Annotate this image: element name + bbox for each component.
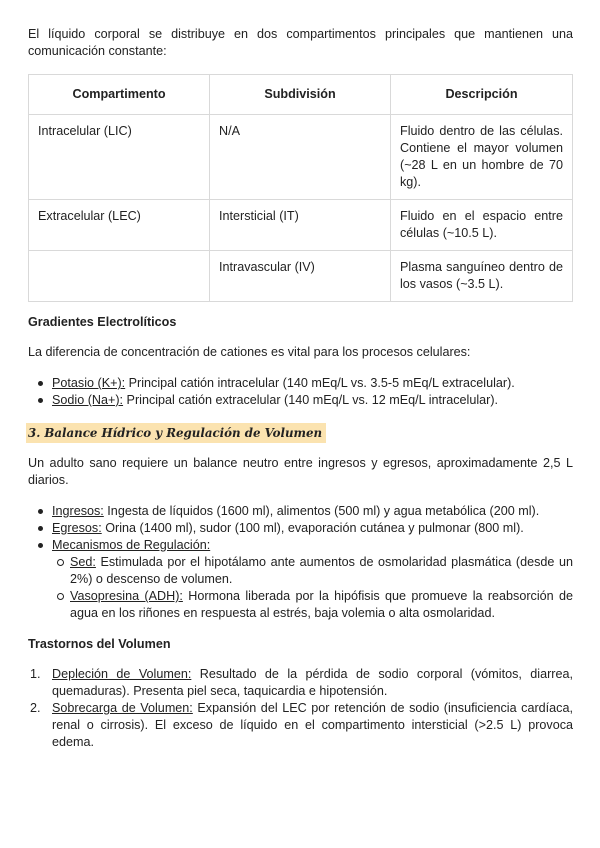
- list-item: [52, 503, 573, 520]
- item-text: Ingesta de líquidos (1600 ml), alimentos (500 ml) y agua metabólica (200 ml).: [103, 504, 540, 518]
- table-cell: Intravascular (IV): [210, 251, 391, 302]
- item-text: Principal catión intracelular (140 mEq/L vs. 3.5-5 mEq/L extracelular).: [125, 376, 515, 390]
- gradients-heading: Gradientes Electrolíticos: [28, 315, 177, 329]
- list-item: [52, 537, 573, 622]
- item-text: Orina (1400 ml), sudor (100 ml), evaporación cutánea y pulmonar (800 ml).: [101, 521, 524, 535]
- item-label: Potasio (K+):: [52, 376, 126, 390]
- table-row: [29, 200, 573, 251]
- item-label: Sodio (Na+):: [52, 393, 124, 407]
- disorders-list: [28, 666, 573, 751]
- regulation-sublist: [52, 554, 573, 622]
- item-label: Depleción de Volumen:: [52, 667, 192, 681]
- list-item: [52, 520, 573, 537]
- list-item: [30, 666, 573, 700]
- table-cell: Fluido en el espacio entre células (~10.5 L).: [391, 200, 573, 251]
- balance-list: [28, 503, 573, 622]
- item-label: Mecanismos de Regulación:: [52, 538, 211, 552]
- item-number: 1.: [30, 667, 41, 681]
- item-text: Resultado de la pérdida de sodio corporal (vómitos, diarrea, quemaduras). Presenta piel seca, taquicardia e hipotensión.: [52, 667, 573, 698]
- item-text: Estimulada por el hipotálamo ante aumentos de osmolaridad plasmática (desde un 2%) o descenso de volumen.: [70, 555, 573, 586]
- table-cell: Extracelular (LEC): [29, 200, 210, 251]
- table-cell: Intracelular (LIC): [29, 115, 210, 200]
- item-text: Principal catión extracelular (140 mEq/L vs. 12 mEq/L intracelular).: [123, 393, 499, 407]
- disorders-heading: Trastornos del Volumen: [28, 637, 171, 651]
- list-item: [30, 700, 573, 751]
- document-content: [28, 26, 573, 751]
- table-cell: Intersticial (IT): [210, 200, 391, 251]
- table-cell: N/A: [210, 115, 391, 200]
- item-number: 2.: [30, 701, 41, 715]
- list-item: [52, 375, 573, 392]
- table-header-cell: Subdivisión: [210, 75, 391, 115]
- sub-list-item: [70, 554, 573, 588]
- item-label: Sobrecarga de Volumen:: [52, 701, 193, 715]
- compartments-table: [28, 74, 573, 302]
- sub-list-item: [70, 588, 573, 622]
- table-header-cell: Descripción: [391, 75, 573, 115]
- balance-paragraph: Un adulto sano requiere un balance neutro entre ingresos y egresos, aproximadamente 2,5 L diarios.: [28, 456, 573, 487]
- table-cell: Plasma sanguíneo dentro de los vasos (~3.5 L).: [391, 251, 573, 302]
- item-label: Ingresos:: [52, 504, 104, 518]
- gradients-paragraph: La diferencia de concentración de cationes es vital para los procesos celulares:: [28, 345, 471, 359]
- item-text: Expansión del LEC por retención de sodio (insuficiencia cardíaca, renal o cirrosis). El exceso de líquido en el compartimento intersticial (>2.5 L) provoca edema.: [52, 701, 573, 749]
- table-cell: Fluido dentro de las células. Contiene el mayor volumen (~28 L en un hombre de 70 kg).: [391, 115, 573, 200]
- item-text: Hormona liberada por la hipófisis que promueve la reabsorción de agua en los riñones en respuesta al estrés, baja volemia o alta osmolaridad.: [70, 589, 573, 620]
- intro-paragraph: El líquido corporal se distribuye en dos compartimentos principales que mantienen una comunicación constante:: [28, 27, 573, 58]
- list-item: [52, 392, 573, 409]
- item-label: Sed:: [70, 555, 96, 569]
- section-heading-balance: 3. Balance Hídrico y Regulación de Volumen: [26, 423, 326, 443]
- table-header-row: [29, 75, 573, 115]
- item-label: Egresos:: [52, 521, 102, 535]
- table-row: [29, 115, 573, 200]
- gradients-list: [28, 375, 573, 409]
- table-cell: [29, 251, 210, 302]
- table-header-cell: Compartimento: [29, 75, 210, 115]
- table-row: [29, 251, 573, 302]
- item-label: Vasopresina (ADH):: [70, 589, 183, 603]
